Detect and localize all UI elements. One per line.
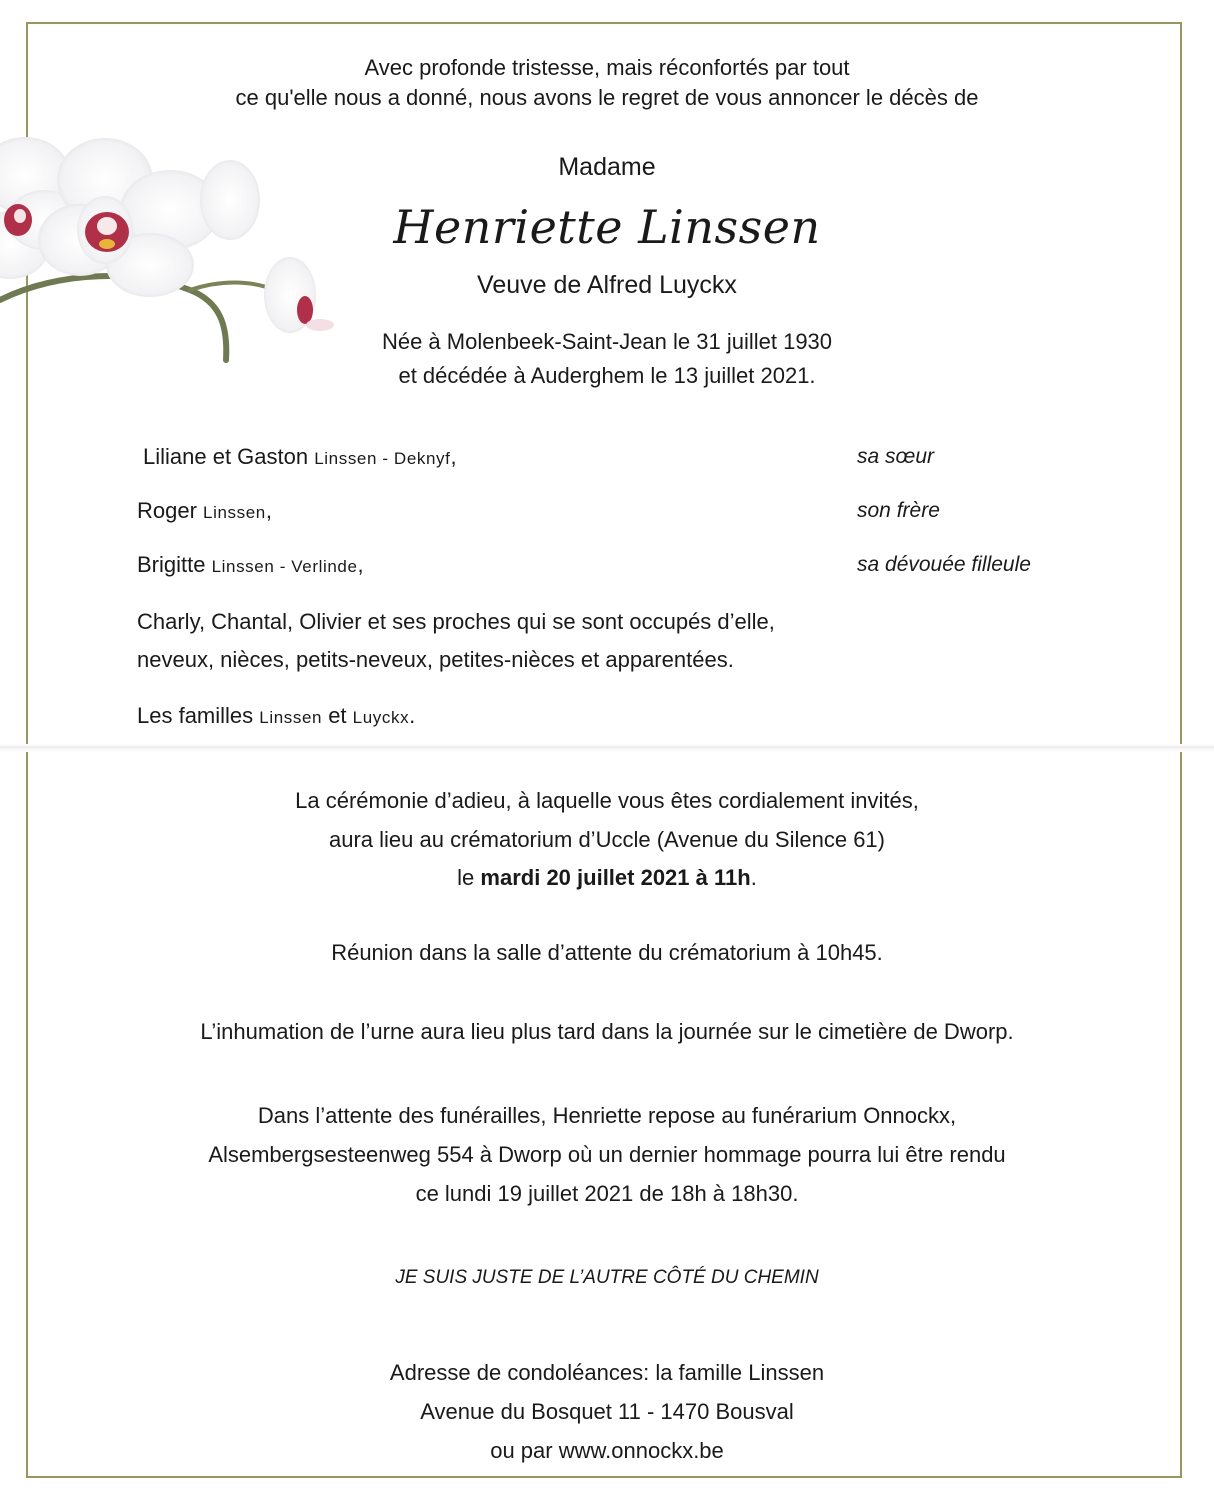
- deceased-name: Henriette Linssen: [393, 200, 821, 254]
- others-line-2: neveux, nièces, petits-neveux, petites-nièces et apparentées.: [137, 647, 734, 672]
- funerarium-text: [0, 1096, 1214, 1213]
- inhumation-text: L’inhumation de l’urne aura lieu plus tard dans la journée sur le cimetière de Dworp.: [200, 1019, 1014, 1044]
- birth-line: Née à Molenbeek-Saint-Jean le 31 juillet 1930: [381, 329, 833, 354]
- family-surname: Linssen - Deknyf: [314, 449, 451, 468]
- family-relation-2: son frère: [857, 499, 940, 522]
- funerarium-line-2: Alsembergsesteenweg 554 à Dworp où un dernier hommage pourra lui être rendu: [208, 1142, 1006, 1167]
- death-line: et décédée à Auderghem le 13 juillet 2021.: [398, 363, 816, 388]
- condolence-address: [0, 1353, 1214, 1470]
- funerarium-line-1: Dans l’attente des funérailles, Henriette repose au funérarium Onnockx,: [257, 1103, 957, 1128]
- others-line-1: Charly, Chantal, Olivier et ses proches qui se sont occupés d’elle,: [137, 609, 775, 634]
- family-row-2: Roger Linssen,: [137, 498, 272, 523]
- family-relation-3: sa dévouée filleule: [857, 553, 1031, 576]
- family-surname: Linssen - Verlinde: [211, 557, 358, 576]
- others-text: [137, 603, 775, 679]
- ceremony-date: mardi 20 juillet 2021 à 11h: [480, 865, 751, 890]
- intro-text: [0, 53, 1214, 113]
- quote: JE SUIS JUSTE DE L’AUTRE CÔTÉ DU CHEMIN: [395, 1267, 819, 1288]
- widow-of: Veuve de Alfred Luyckx: [477, 271, 737, 299]
- families-line: Les familles Linssen et Luyckx.: [137, 703, 416, 728]
- address-line-2: Avenue du Bosquet 11 - 1470 Bousval: [420, 1399, 794, 1424]
- intro-line-1: Avec profonde tristesse, mais réconfortés par tout: [364, 55, 850, 80]
- honorific: Madame: [558, 153, 656, 181]
- ceremony-line-1: La cérémonie d’adieu, à laquelle vous êtes cordialement invités,: [295, 788, 919, 813]
- ceremony-text: [0, 782, 1214, 898]
- family-row-3: Brigitte Linssen - Verlinde,: [137, 552, 364, 577]
- reunion-text: Réunion dans la salle d’attente du crématorium à 10h45.: [331, 940, 883, 965]
- ceremony-line-3: le mardi 20 juillet 2021 à 11h.: [457, 865, 757, 890]
- address-line-3: ou par www.onnockx.be: [490, 1438, 724, 1463]
- family-row-1: Liliane et Gaston Linssen - Deknyf,: [143, 444, 457, 469]
- life-dates: [0, 325, 1214, 393]
- funerarium-line-3: ce lundi 19 juillet 2021 de 18h à 18h30.: [415, 1181, 799, 1206]
- ceremony-line-2: aura lieu au crématorium d’Uccle (Avenue du Silence 61): [329, 826, 885, 852]
- address-line-1: Adresse de condoléances: la famille Linssen: [389, 1360, 825, 1385]
- fold-line: [0, 744, 1214, 752]
- family-surname: Linssen: [203, 503, 266, 522]
- family-relation-1: sa sœur: [857, 445, 935, 468]
- intro-line-2: ce qu'elle nous a donné, nous avons le regret de vous annoncer le décès de: [235, 85, 979, 110]
